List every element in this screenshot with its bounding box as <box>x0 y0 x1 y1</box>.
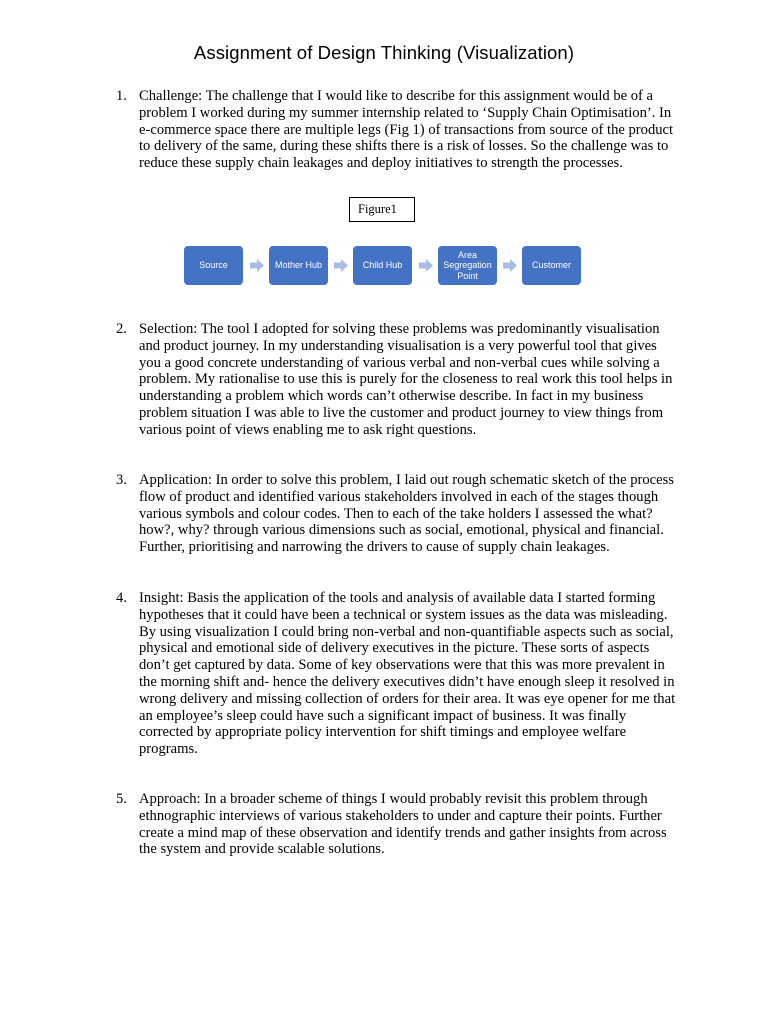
item-text: Challenge: The challenge that I would like to describe for this assignment would be of a problem I worked during my summer internship related to ‘Supply Chain Optimisation’. In e-commerce space there are multiple legs (Fig 1) of transactions from source of the product to delivery of the same, during these shifts there is a risk of losses. So the challenge was to reduce these supply chain leakages and deploy initiatives to strength the processes. <box>139 88 674 172</box>
item-number: 5. <box>116 791 127 807</box>
item-text: Selection: The tool I adopted for solving these problems was predominantly visualisation and product journey. In my understanding visualisation is a very powerful tool that gives you a good concrete understanding of various verbal and non-verbal cues while solving a problem. My rationalise to use this is purely for the closeness to real work this tool helps in understanding a problem which words can’t otherwise describe. In fact in my business problem situation I was able to live the customer and product journey to view things from various point of views enabling me to ask right questions. <box>139 321 673 438</box>
arrow-right-icon <box>250 259 264 272</box>
arrow-right-icon <box>419 259 433 272</box>
item-text: Approach: In a broader scheme of things I would probably revisit this problem through ethnographic interviews of various stakeholders to under and capture their points. Further create a mind map of these observation and identify trends and gather insights from across the system and provide scalable solutions. <box>139 791 667 858</box>
flow-step-customer: Customer <box>522 246 581 285</box>
document-title: Assignment of Design Thinking (Visualization) <box>193 42 575 63</box>
item-text: Insight: Basis the application of the tools and analysis of available data I started forming hypotheses that it could have been a technical or system issues as the data was misleading. By using visualization I could bring non-verbal and non-quantifiable aspects such as social, physical and emotional side of delivery executives in the picture. These sorts of aspects don’t get captured by data. Some of key observations were that this was more prevalent in the morning shift and- hence the delivery executives didn’t have enough sleep it resolved in wrong delivery and missing collection of orders for their area. It was eye opener for me that an employee’s sleep could have such a significant impact of business. It was finally corrected by appropriate policy intervention for shift timings and employee welfare programs. <box>139 590 676 758</box>
item-text: Application: In order to solve this problem, I laid out rough schematic sketch of the process flow of product and identified various stakeholders involved in each of the stages though various symbols and colour codes. Then to each of the take holders I assessed the what? how?, why? through various dimensions such as social, emotional, physical and financial. Further, prioritising and narrowing the drivers to cause of supply chain leakages. <box>139 472 674 556</box>
item-number: 1. <box>116 88 127 104</box>
item-number: 3. <box>116 472 127 488</box>
arrow-right-icon <box>503 259 517 272</box>
flow-step-area-segregation-point: Area Segregation Point <box>438 246 497 285</box>
arrow-right-icon <box>334 259 348 272</box>
item-number: 2. <box>116 321 127 337</box>
item-number: 4. <box>116 590 127 606</box>
flow-step-mother-hub: Mother Hub <box>269 246 328 285</box>
flow-step-source: Source <box>184 246 243 285</box>
figure-label: Figure1 <box>349 197 415 222</box>
flow-step-child-hub: Child Hub <box>353 246 412 285</box>
